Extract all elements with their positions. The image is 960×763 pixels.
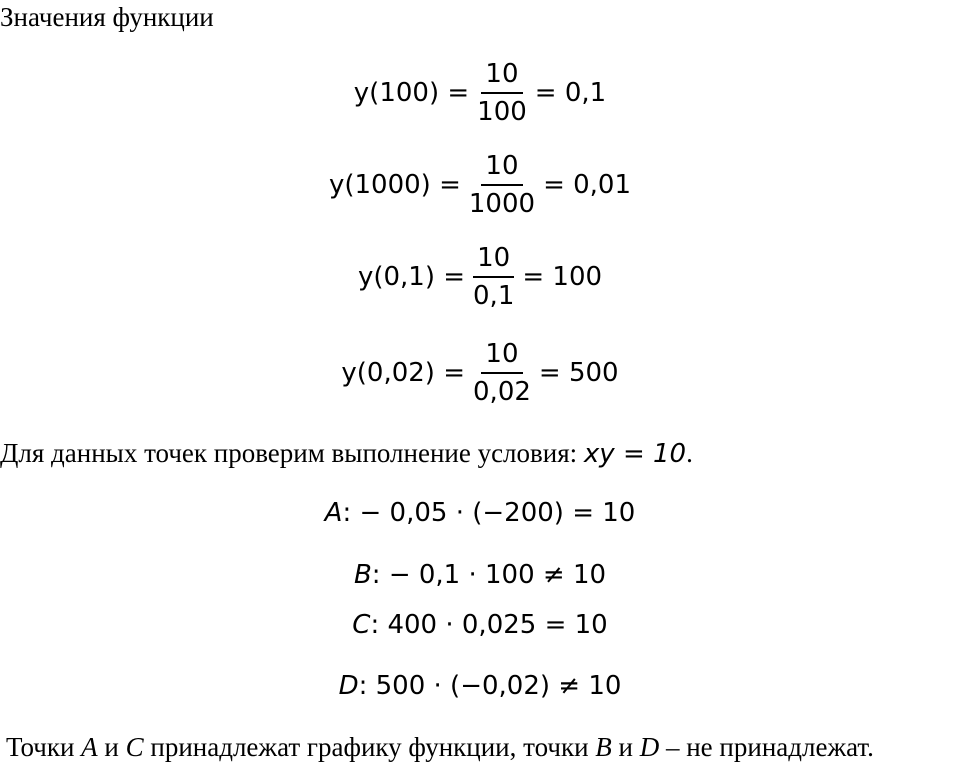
- point-expression: : − 0,1 · 100 ≠ 10: [371, 560, 607, 590]
- fraction-denominator: 100: [477, 97, 527, 127]
- conclusion-part: Точки: [6, 732, 82, 762]
- equation-y-1000: [0, 148, 960, 222]
- fraction-numerator: 10: [481, 56, 522, 94]
- equation-rhs: = 500: [538, 358, 619, 388]
- fraction-numerator: 10: [473, 240, 514, 278]
- point-a-label: A: [81, 732, 98, 762]
- equation-y-0-02: [0, 336, 960, 410]
- conclusion-part: и: [97, 732, 126, 762]
- fraction: [465, 148, 539, 222]
- check-condition: xy = 10: [583, 439, 687, 469]
- equation-lhs: y(1000) =: [328, 170, 461, 200]
- check-end: .: [686, 438, 693, 468]
- fraction-numerator: 10: [481, 148, 522, 186]
- equation-rhs: = 100: [522, 262, 603, 292]
- equation-lhs: y(0,1) =: [357, 262, 466, 292]
- fraction: [473, 56, 531, 130]
- point-check-b: [0, 558, 960, 592]
- equation-rhs: = 0,1: [534, 78, 607, 108]
- heading: Значения функции: [0, 2, 214, 32]
- equation-y-100: [0, 56, 960, 130]
- point-label: C: [352, 610, 371, 640]
- equation-lhs: y(100) =: [353, 78, 470, 108]
- conclusion-part: принадлежат графику функции, точки: [143, 732, 596, 762]
- equation-y-0-1: [0, 240, 960, 314]
- point-label: D: [338, 671, 359, 701]
- conclusion-part: и: [611, 732, 640, 762]
- equation-rhs: = 0,01: [543, 170, 632, 200]
- point-label: A: [324, 498, 343, 528]
- fraction-denominator: 1000: [468, 189, 536, 219]
- point-b-label: B: [595, 732, 612, 762]
- point-check-c: [0, 608, 960, 642]
- point-expression: : 400 · 0,025 = 10: [370, 610, 608, 640]
- point-check-d: [0, 669, 960, 703]
- equation-lhs: y(0,02) =: [341, 358, 466, 388]
- check-text: Для данных точек проверим выполнение условия:: [0, 438, 584, 468]
- point-check-a: [0, 496, 960, 530]
- fraction-numerator: 10: [481, 336, 522, 374]
- point-expression: : − 0,05 · (−200) = 10: [342, 498, 636, 528]
- point-d-label: D: [639, 732, 660, 762]
- fraction: [469, 336, 535, 410]
- fraction-denominator: 0,1: [473, 281, 515, 311]
- point-label: B: [353, 560, 372, 590]
- check-condition-line: [0, 438, 693, 469]
- point-c-label: C: [125, 732, 144, 762]
- point-expression: : 500 · (−0,02) ≠ 10: [358, 671, 622, 701]
- fraction-denominator: 0,02: [473, 377, 531, 407]
- conclusion-part: – не принадлежат.: [659, 732, 874, 762]
- fraction: [469, 240, 518, 314]
- conclusion: [6, 732, 874, 762]
